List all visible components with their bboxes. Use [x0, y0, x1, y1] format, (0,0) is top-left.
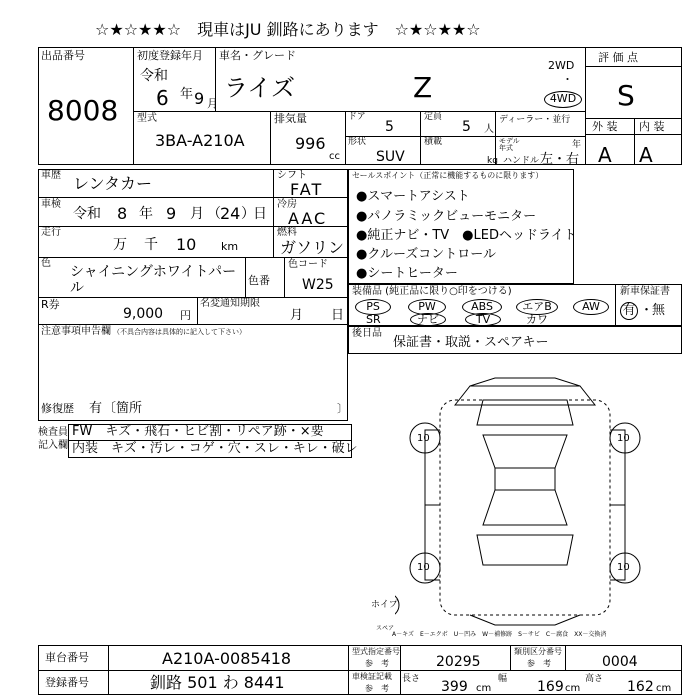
equip-ps: PS — [355, 299, 391, 315]
fuel-value: ガソリン — [280, 238, 345, 257]
drive-2wd: 2WD — [548, 59, 575, 72]
warranty-no: 無 — [652, 303, 666, 318]
reg-era: 令和 — [140, 68, 168, 84]
car-grade: Z — [413, 71, 433, 104]
cc-unit: cc — [329, 151, 340, 162]
trunk-outline — [477, 535, 573, 565]
later-items-value: 保証書・取説・スペアキー — [393, 335, 549, 350]
color-code-label: 色コード — [288, 259, 328, 270]
equipment-label: 装備品 (純正品に限り○印をつける) — [352, 286, 512, 297]
mileage-man: 万 — [113, 237, 127, 253]
warranty-label: 新車保証書 — [620, 286, 670, 297]
name-grade-label: 車名・グレード — [219, 49, 296, 62]
eval-score: S — [617, 79, 635, 112]
equip-navi: ナビ — [410, 313, 446, 326]
later-items-label: 後日品 — [352, 328, 382, 339]
mileage-label: 走行 — [41, 227, 61, 238]
sales-point-4: ●クルーズコントロール — [356, 247, 497, 262]
model-label: 型式 — [137, 113, 157, 124]
equip-abs: ABS — [462, 299, 502, 315]
lot-number: 8008 — [47, 94, 119, 127]
shaken-month-unit: 月 — [190, 206, 204, 222]
windshield-outline — [483, 435, 567, 468]
car-damage-diagram — [395, 370, 685, 635]
mileage-sen: 千 — [144, 237, 158, 253]
inspection-label: 車検 — [41, 199, 61, 210]
length-value: 399 — [441, 679, 468, 695]
lot-label: 出品番号 — [41, 49, 85, 62]
history-value: レンタカー — [73, 174, 152, 193]
wheel-rr-mark: 10 — [617, 562, 630, 573]
plate-value: 釧路 501 わ 8441 — [150, 673, 285, 692]
deadline-day: 日 — [331, 308, 345, 323]
model-value: 3BA-A210A — [155, 131, 245, 150]
displacement-label: 排気量 — [274, 112, 307, 125]
inspector-label-2: 記入欄 — [38, 440, 68, 451]
hood-outline — [477, 400, 573, 425]
type-designation-label: 型式指定番号 — [352, 647, 400, 656]
category-value: 0004 — [602, 654, 638, 670]
notes-small: （不具合内容は具体的に記入して下さい） — [113, 328, 246, 336]
notes-label: 注意事項申告欄 — [41, 326, 111, 337]
capacity-label: 定員 — [424, 112, 443, 122]
repair-label: 修復歴 — [41, 402, 74, 415]
aircon-label: 冷房 — [277, 199, 297, 210]
year-unit: 年 — [572, 140, 582, 150]
history-label: 車歴 — [41, 170, 61, 181]
fuel-label: 燃料 — [277, 227, 297, 238]
shift-label: シフト — [277, 170, 307, 181]
model-year-label: モデル 年式 — [499, 137, 520, 152]
type-designation-value: 20295 — [436, 654, 481, 670]
wheel-rl-mark: 10 — [417, 562, 430, 573]
roof-outline — [495, 468, 555, 490]
type-designation-sanko: 参 考 — [365, 659, 389, 668]
color-code-value: W25 — [302, 277, 334, 293]
shaken-day: 24 — [220, 204, 241, 223]
chassis-value: A210A-0085418 — [162, 649, 292, 668]
rear-bumper-outline — [470, 615, 580, 625]
wheel-fr-mark: 10 — [617, 433, 630, 444]
category-sanko: 参 考 — [527, 659, 551, 668]
capacity-value: 5 — [462, 119, 471, 135]
shaken-era: 令和 — [73, 206, 101, 222]
color-no-label: 色番 — [248, 274, 270, 287]
inspector-label-1: 検査員 — [38, 427, 68, 438]
height-unit: cm — [656, 683, 672, 694]
sales-point-1: ●スマートアシスト — [356, 189, 470, 204]
length-unit: cm — [476, 683, 492, 694]
shape-label: 形状 — [348, 137, 367, 147]
body-outline — [440, 400, 610, 615]
inspector-line-1: FW キズ・飛石・ヒビ割・リペア跡・×要 — [72, 424, 324, 439]
deadline-label: 名変通知期限 — [200, 298, 260, 309]
front-bumper-outline — [470, 378, 580, 386]
car-name: ライズ — [224, 74, 296, 102]
color-name: シャイニングホワイトパール — [70, 264, 237, 296]
hood-top-outline — [455, 386, 595, 405]
interior-grade: A — [639, 143, 653, 167]
height-value: 162 — [627, 679, 654, 695]
sales-point-3: ●純正ナビ・TV ●LEDヘッドライト — [356, 228, 577, 243]
exterior-grade: A — [598, 143, 612, 167]
chassis-label: 車台番号 — [45, 651, 89, 664]
reg-month-unit: 月 — [207, 97, 218, 110]
first-reg-label: 初度登録年月 — [137, 49, 203, 62]
interior-label: 内 装 — [639, 120, 665, 133]
reg-year-unit: 年 — [180, 87, 194, 102]
recycle-label: R券 — [41, 298, 60, 311]
shaken-paren-close: ） — [241, 206, 255, 222]
shift-value: FAT — [290, 180, 324, 199]
wheel-fl-mark: 10 — [417, 433, 430, 444]
shaken-paren-open: （ — [207, 206, 221, 222]
aircon-value: AAC — [288, 209, 328, 228]
shaken-year: 8 — [117, 204, 128, 223]
banner-title: ☆★☆★★☆ 現車はJU 釧路にあります ☆★☆★★☆ — [95, 20, 481, 39]
shaken-year-unit: 年 — [139, 206, 153, 222]
load-label: 積載 — [424, 137, 443, 147]
kg-unit: kg — [487, 156, 498, 166]
equip-aw: AW — [573, 299, 609, 315]
doors-label: ドア — [348, 112, 366, 122]
recycle-yen: 円 — [180, 309, 191, 322]
width-value: 169 — [537, 679, 564, 695]
equip-tv: TV — [465, 313, 501, 326]
height-label: 高さ — [585, 674, 604, 684]
handle-options: 左・右 — [540, 152, 580, 167]
dealer-label: ディーラー・並行 — [499, 115, 571, 125]
repair-bracket: 〕 — [337, 402, 348, 415]
sales-point-5: ●シートヒーター — [356, 266, 458, 281]
equip-airbag: エアB — [516, 299, 558, 315]
width-unit: cm — [565, 683, 581, 694]
spare-label: スペア — [376, 625, 395, 632]
length-label: 長さ — [402, 674, 421, 684]
dims-label: 車検証記載 — [352, 672, 392, 681]
drive-4wd-circled: 4WD — [544, 91, 582, 108]
mileage-value: 10 — [176, 235, 197, 254]
repair-value: 有 — [89, 401, 103, 416]
drive-dot: ・ — [562, 73, 573, 86]
shaken-month: 9 — [166, 204, 177, 223]
equip-pw: PW — [408, 299, 446, 315]
warranty-yes: 有 — [620, 302, 638, 320]
exterior-label: 外 装 — [592, 120, 618, 133]
reg-month: 9 — [194, 89, 205, 108]
rear-window-outline — [483, 490, 567, 525]
sales-point-2: ●パノラミックビューモニター — [356, 209, 537, 224]
shape-value: SUV — [376, 149, 405, 165]
warranty-sep: ・ — [640, 303, 654, 318]
equip-leather: カワ — [526, 313, 548, 326]
damage-legend: A－キズ E－エクボ U－凹み W－補修跡 S－サビ C－腐食 XX－交換済 — [392, 631, 607, 638]
spare-mark: ホイプ — [371, 600, 398, 610]
recycle-fee: 9,000 — [123, 306, 164, 322]
equip-sr: SR — [366, 313, 381, 326]
repair-detail: 〔箇所 — [103, 401, 143, 416]
sales-points-label: セールスポイント（正常に機能するものに限ります） — [352, 171, 544, 180]
eval-label: 評 価 点 — [598, 51, 638, 64]
inspector-line-2: 内装 キズ・汚レ・コゲ・穴・スレ・キレ・破レ — [72, 441, 358, 456]
dims-sanko: 参 考 — [365, 684, 389, 693]
color-label: 色 — [41, 258, 51, 269]
displacement-value: 996 — [295, 134, 326, 153]
handle-label: ハンドル — [503, 156, 540, 166]
category-label: 類別区分番号 — [514, 647, 562, 656]
width-label: 幅 — [498, 674, 508, 684]
mileage-unit: km — [221, 240, 239, 253]
person-unit: 人 — [484, 124, 494, 135]
reg-year: 6 — [156, 86, 169, 110]
deadline-month: 月 — [290, 308, 304, 323]
shaken-day-unit: 日 — [253, 206, 267, 222]
doors-value: 5 — [385, 119, 394, 135]
reg-no-label: 登録番号 — [45, 676, 89, 689]
